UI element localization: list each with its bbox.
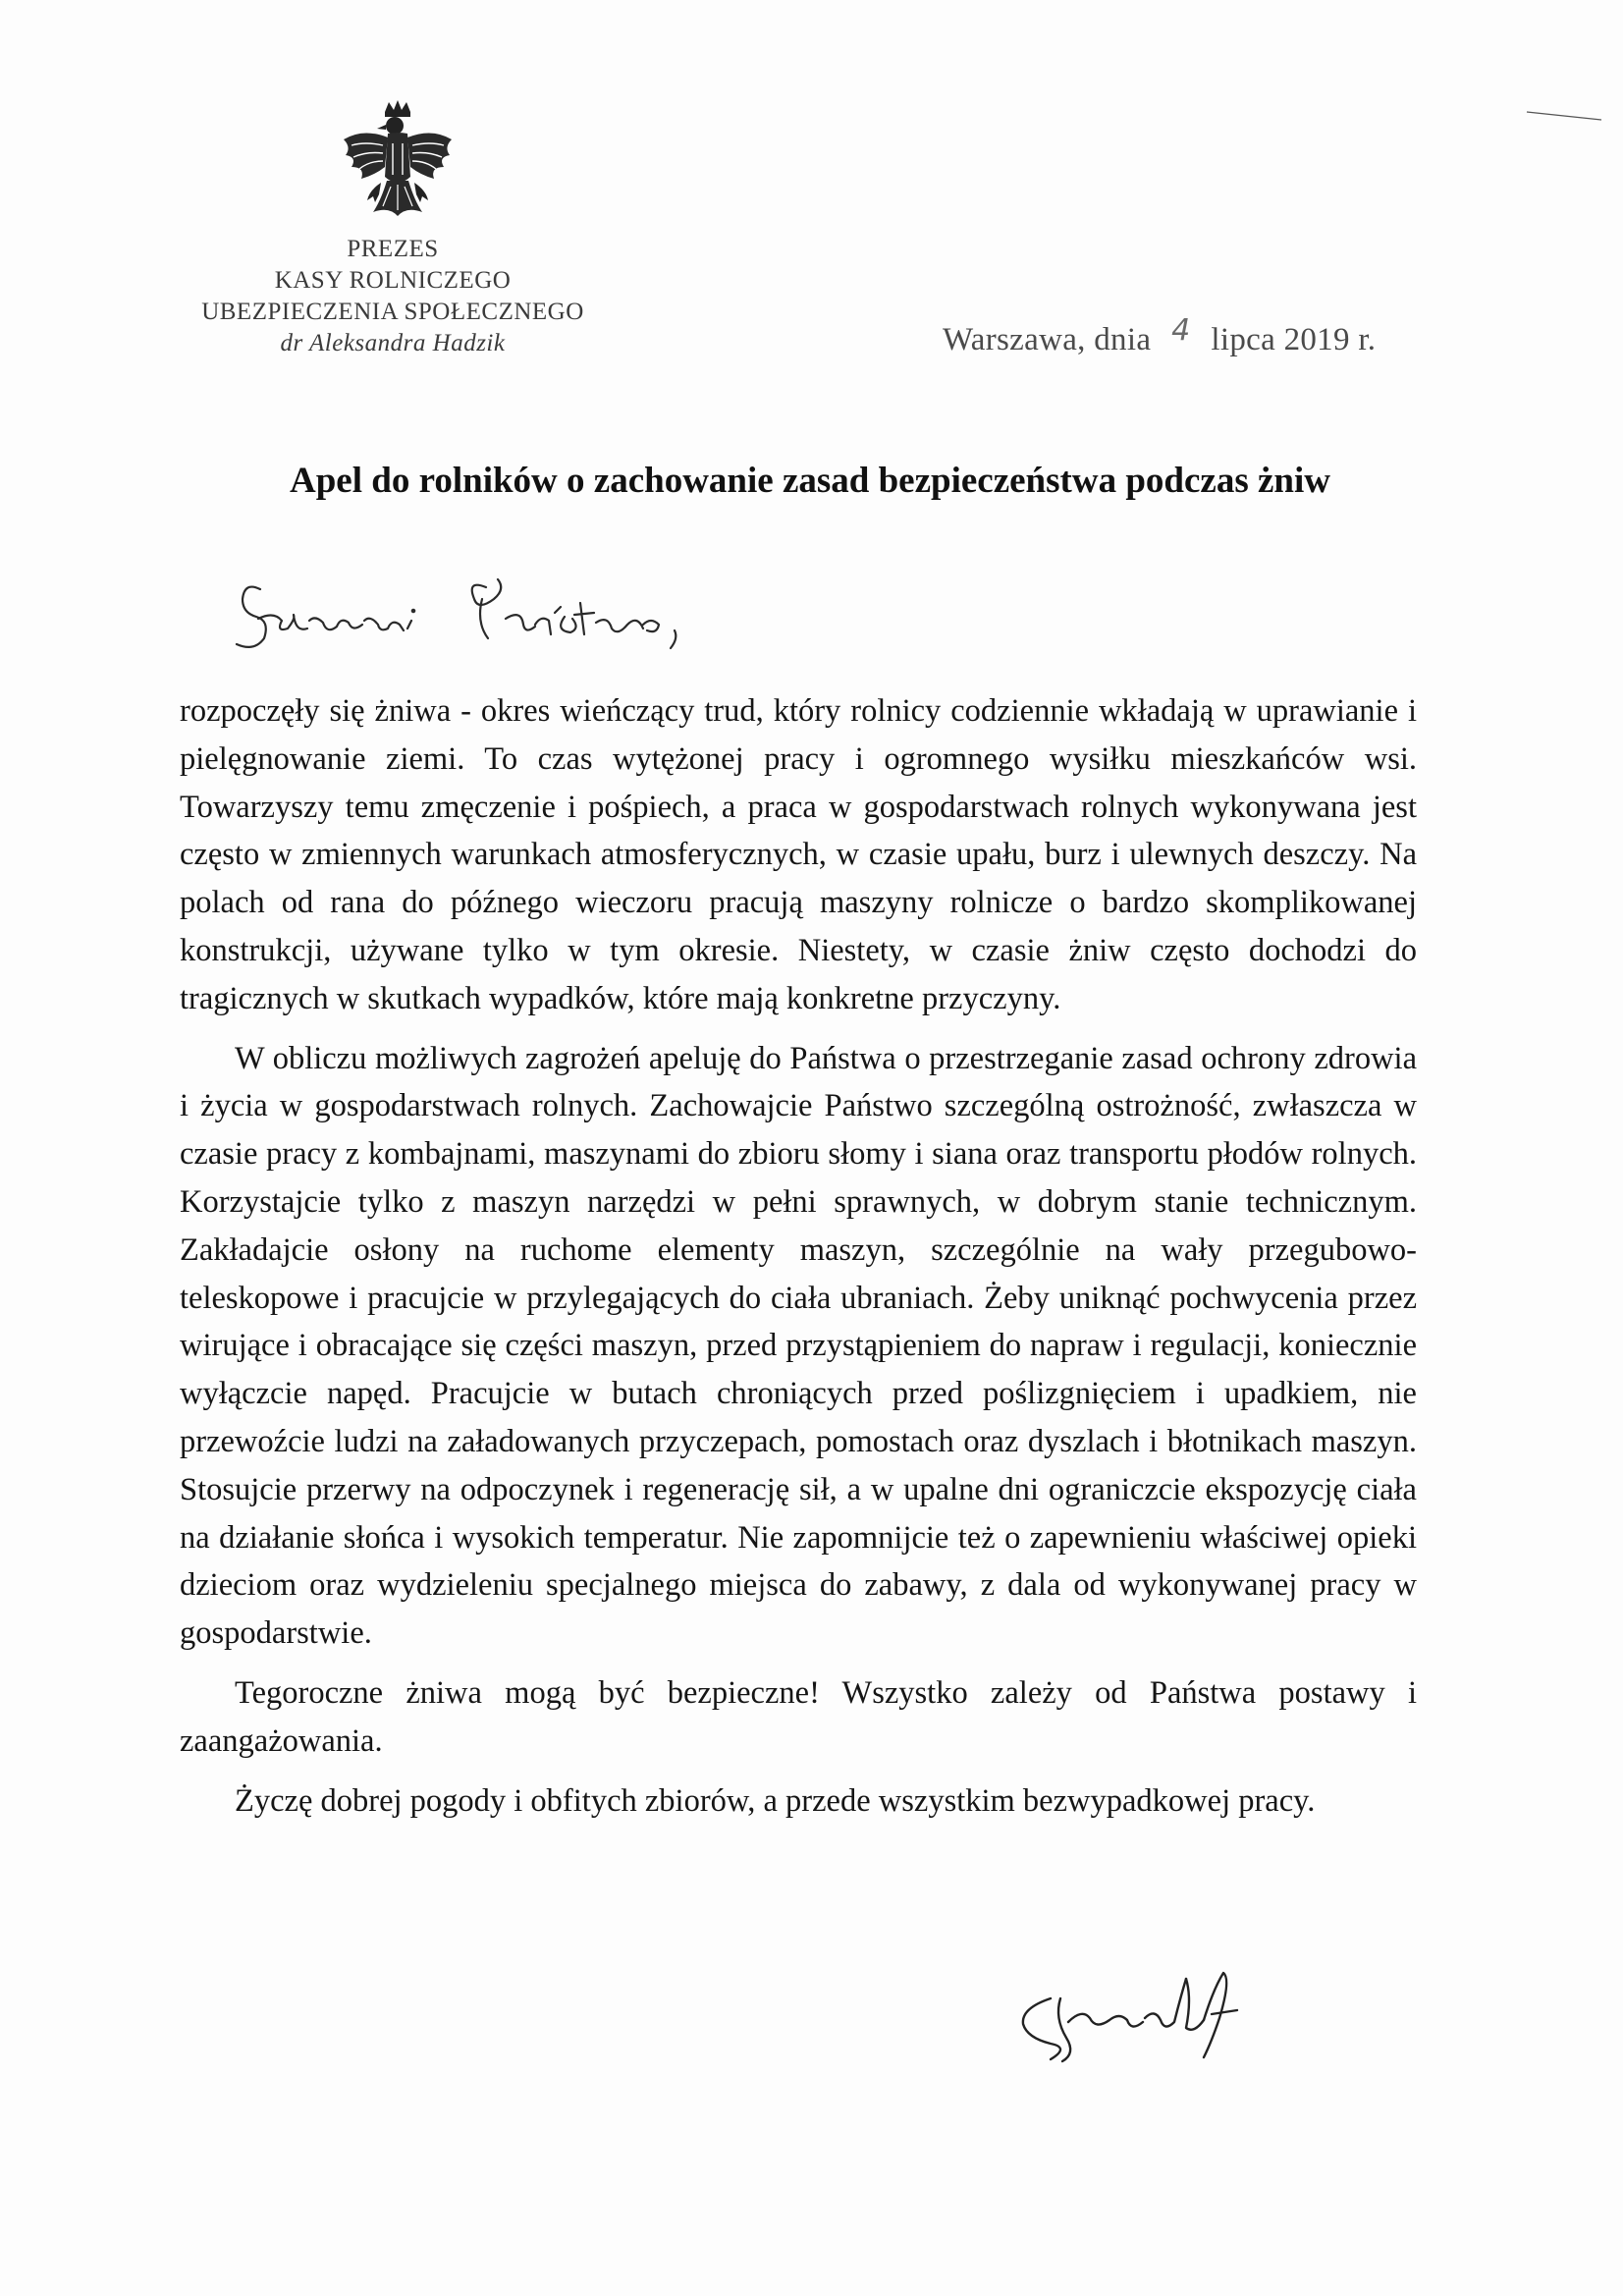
date-day: 4 [1171,313,1191,348]
sender-block [147,234,638,359]
polish-eagle-emblem-icon [334,98,461,236]
date-line [943,313,1434,358]
paragraph-4: Życzę dobrej pogody i obfitych zbiorów, a przede wszystkim bezwypadkowej pracy. [235,1782,1316,1819]
sender-institution-line2: UBEZPIECZENIA SPOŁECZNEGO [201,299,584,325]
date-suffix: lipca 2019 r. [1211,322,1377,357]
paragraph-3: Tegoroczne żniwa mogą być bezpieczne! Wszystko zależy od Państwa postawy i zaangażowania. [180,1674,1417,1759]
letter-body [180,687,1417,1836]
paragraph-2: W obliczu możliwych zagrożeń apeluję do Państwa o przestrzeganie zasad ochrony zdrowia i życia w gospodarstwach rolnych. Zachowajcie Państwo szczególną ostrożność, zwłaszcza w czasie pracy z kombajnami, maszynami do zbioru słomy i siana oraz transportu płodów rolnych. Korzystajcie tylko z maszyn narzędzi w pełni sprawnych, w dobrym stanie technicznym. Zakładajcie osłony na ruchome elementy maszyn, szczególnie na wały przegubowo-teleskopowe i pracujcie w przylegających do ciała ubraniach. Żeby uniknąć pochwycenia przez wirujące i obracające się części maszyn, przed przystąpieniem do napraw i regulacji, koniecznie wyłączcie napęd. Pracujcie w butach chroniących przed poślizgnięciem i upadkiem, nie przewoźcie ludzi na załadowanych przyczepach, pomostach oraz dyszlach i błotnikach maszyn. Stosujcie przerwy na odpoczynek i regenerację sił, a w upalne dni ograniczcie ekspozycję ciała na działanie słońca i wysokich temperatur. Nie zapomnijcie też o zapewnieniu właściwej opieki dzieciom oraz wydzieleniu specjalnego miejsca do zabawy, z dala od wykonywanej pracy w gospodarstwie. [180,1040,1417,1652]
sender-name: dr Aleksandra Hadzik [280,330,506,356]
handwritten-signature [1011,1959,1257,2077]
sender-office: PREZES [347,236,439,262]
salutation-handwritten [231,560,781,668]
sender-institution-line1: KASY ROLNICZEGO [274,267,512,294]
paragraph-1: rozpoczęły się żniwa - okres wieńczący trud, który rolnicy codziennie wkładają w uprawianie i pielęgnowanie ziemi. To czas wytężonej pracy i ogromnego wysiłku mieszkańców wsi. Towarzyszy temu zmęczenie i pośpiech, a praca w gospodarstwach rolnych wykonywana jest często w zmiennych warunkach atmosferycznych, w czasie upału, burz i ulewnych deszczy. Na polach od rana do późnego wieczoru pracują maszyny rolnicze o bardzo skomplikowanej konstrukcji, używane tylko w tym okresie. Niestety, w czasie żniw często dochodzi do tragicznych w skutkach wypadków, które mają konkretne przyczyny. [180,693,1417,1016]
letter-title: Apel do rolników o zachowanie zasad bezpieczeństwa podczas żniw [290,461,1330,501]
scan-edge-mark [1525,98,1603,128]
date-prefix: Warszawa, dnia [943,322,1152,357]
